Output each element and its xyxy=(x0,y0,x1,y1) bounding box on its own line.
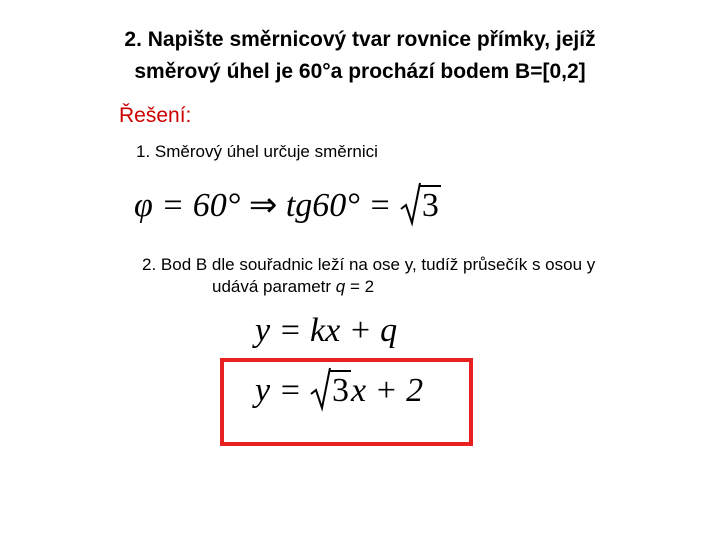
title-line-2: směrový úhel je 60°a prochází bodem B=[0,2] xyxy=(134,60,586,83)
param-q: q xyxy=(335,277,346,296)
formula-angle: φ = 60° xyxy=(134,187,241,224)
sqrt-sign-icon xyxy=(400,181,422,227)
page-title xyxy=(40,24,680,88)
step-2-text xyxy=(142,254,595,298)
step-2-line-1: 2. Bod B dle souřadnic leží na ose y, tudíž průsečík s osou y xyxy=(142,255,596,274)
formula-tangent: tg60° = xyxy=(285,187,400,224)
sqrt-sign-icon xyxy=(310,366,332,412)
result-suffix: x + 2 xyxy=(351,372,424,409)
formula-angle-slope xyxy=(134,185,441,225)
implies-symbol: ⇒ xyxy=(248,187,278,224)
formula-general-line: y = kx + q xyxy=(255,312,398,349)
sqrt-expression xyxy=(400,187,441,225)
result-prefix: y = xyxy=(255,372,311,409)
step-2-line-2 xyxy=(142,276,595,298)
result-radicand: 3 xyxy=(332,372,350,409)
step-2-suffix: = 2 xyxy=(345,277,375,296)
formula-result xyxy=(255,372,423,410)
sqrt-radicand: 3 xyxy=(421,187,439,224)
step-1-text: 1. Směrový úhel určuje směrnici xyxy=(136,142,378,161)
step-2-prefix: udává parametr xyxy=(212,277,336,296)
result-sqrt-expression xyxy=(310,372,351,410)
title-line-1: 2. Napište směrnicový tvar rovnice přímky, jejíž xyxy=(124,28,596,51)
solution-heading: Řešení: xyxy=(119,104,192,127)
